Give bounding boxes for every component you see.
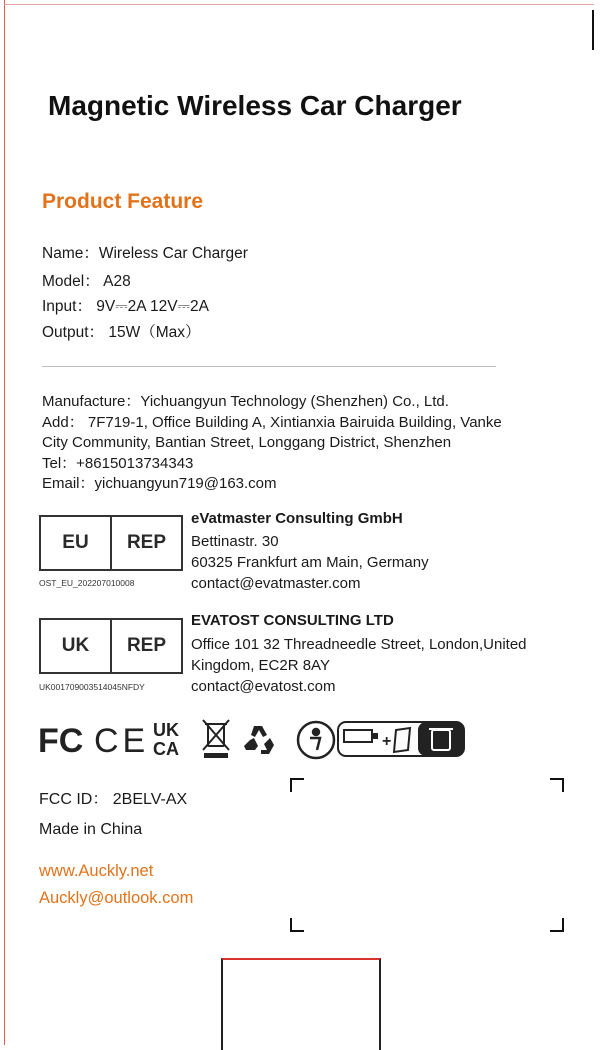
manufacturer-block <box>42 392 582 495</box>
corner-bracket-top-right <box>550 778 564 792</box>
rep-label: REP <box>110 517 181 569</box>
eu-rep-address <box>191 531 429 594</box>
uk-rep-address <box>191 634 527 697</box>
spec-input: Input： 9V⎓2A 12V⎓2A <box>42 298 209 315</box>
address-line: City Community, Bantian Street, Longgang District, Shenzhen <box>42 434 452 451</box>
corner-bracket-top-left <box>290 778 304 792</box>
uk-label: UK <box>61 635 90 656</box>
rep-label: REP <box>110 620 181 672</box>
spec-model: Model： A28 <box>42 273 131 290</box>
contact-email-link[interactable]: Auckly@outlook.com <box>39 889 194 907</box>
eu-rep-line: 60325 Frankfurt am Main, Germany <box>191 554 429 571</box>
product-title: Magnetic Wireless Car Charger <box>48 90 462 121</box>
ce-mark-icon <box>94 722 149 760</box>
svg-text:UK: UK <box>153 720 179 740</box>
weee-bin-icon <box>203 720 229 758</box>
uk-reg-number: UK001709003514045NFDY <box>39 682 145 692</box>
section-title: Product Feature <box>42 190 204 213</box>
corner-trim-mark <box>592 10 594 50</box>
bottom-tab-outline <box>221 958 381 1050</box>
email-line: Email：yichuangyun719@163.com <box>42 475 277 492</box>
recycle-icon <box>244 726 274 754</box>
fcc-mark-icon <box>38 722 83 760</box>
uk-rep-box <box>39 618 183 674</box>
uk-rep-name: EVATOST CONSULTING LTD <box>191 612 394 629</box>
triman-icon <box>298 722 334 758</box>
uk-rep-email: contact@evatost.com <box>191 678 336 695</box>
svg-text:CA: CA <box>153 739 179 759</box>
certification-marks <box>38 716 478 762</box>
fcc-id: FCC ID： 2BELV-AX <box>39 791 188 808</box>
divider <box>42 366 496 367</box>
eu-rep-email: contact@evatmaster.com <box>191 575 361 592</box>
corner-bracket-bottom-left <box>290 918 304 932</box>
svg-text:+: + <box>382 733 392 750</box>
sorting-info-icon <box>338 722 464 756</box>
eu-label: EU <box>62 532 89 553</box>
left-trim-line <box>4 0 5 1045</box>
eu-rep-box <box>39 515 183 571</box>
made-in: Made in China <box>39 821 143 838</box>
spec-output: Output： 15W（Max） <box>42 324 201 341</box>
eu-reg-number: OST_EU_202207010008 <box>39 578 135 588</box>
phone-line: Tel：+8615013734343 <box>42 454 194 472</box>
ukca-mark-icon <box>153 720 179 759</box>
corner-bracket-bottom-right <box>550 918 564 932</box>
eu-rep-name: eVatmaster Consulting GmbH <box>191 510 403 527</box>
spec-name: Name：Wireless Car Charger <box>42 245 248 262</box>
address-line: Add： 7F719-1, Office Building A, Xintianxia Bairuida Building, Vanke <box>42 413 502 431</box>
uk-rep-line: Office 101 32 Threadneedle Street, London,United <box>191 636 527 653</box>
website-link[interactable]: www.Auckly.net <box>39 862 154 880</box>
top-trim-line <box>4 4 594 5</box>
svg-text:CE: CE <box>94 722 150 760</box>
eu-rep-line: Bettinastr. 30 <box>191 533 279 550</box>
uk-rep-line: Kingdom, EC2R 8AY <box>191 657 330 674</box>
svg-text:FC: FC <box>38 722 84 760</box>
manufacturer-line: Manufacture：Yichuangyun Technology (Shenzhen) Co., Ltd. <box>42 393 449 410</box>
